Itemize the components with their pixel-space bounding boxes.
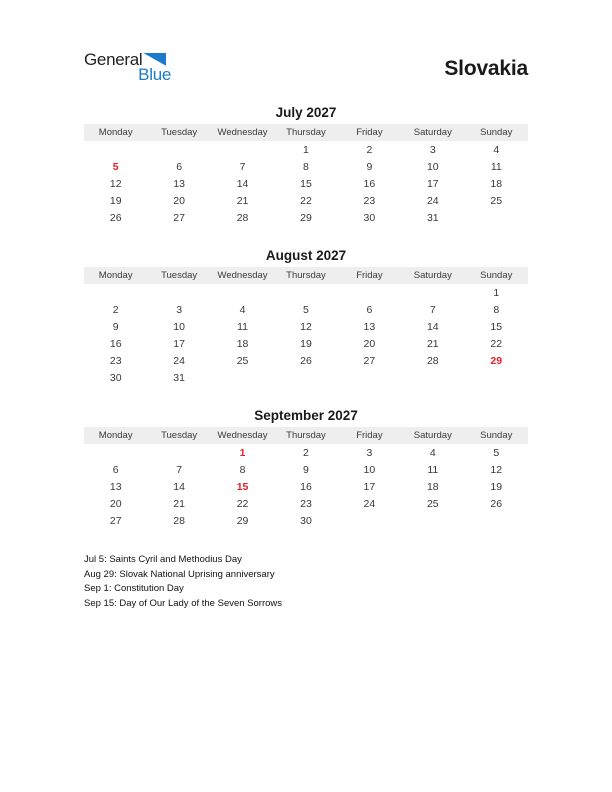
logo-text-blue: Blue [138, 65, 171, 84]
date-cell: 24 [363, 497, 376, 510]
month-title: August 2027 [265, 248, 347, 263]
date-cell: 8 [493, 303, 500, 316]
date-cell: 14 [236, 177, 249, 190]
month-title: July 2027 [275, 105, 337, 120]
date-cell: 29 [300, 211, 312, 224]
weekday-header-row [84, 267, 528, 284]
weekday-header-cell: Friday [338, 427, 401, 444]
week-row [84, 175, 528, 192]
date-cell: 3 [176, 303, 183, 316]
month-calendar-table [84, 267, 528, 386]
date-cell: 25 [490, 194, 503, 207]
empty-date-cell [147, 444, 210, 461]
general-blue-logo [84, 50, 180, 83]
weekday-header-cell: Sunday [465, 427, 528, 444]
date-cell: 19 [109, 194, 122, 207]
date-cell: 28 [173, 514, 185, 527]
date-cell: 9 [366, 160, 373, 173]
date-cell: 19 [300, 337, 312, 350]
date-cell: 4 [239, 303, 246, 316]
date-cell: 1 [303, 143, 309, 156]
empty-date-cell [147, 284, 210, 301]
weekday-header-cell: Saturday [401, 267, 464, 284]
empty-date-cell [401, 369, 464, 386]
date-cell: 11 [427, 463, 439, 476]
weekday-header-cell: Friday [338, 124, 401, 141]
month-block-0 [84, 105, 528, 226]
date-cell: 13 [173, 177, 185, 190]
empty-date-cell [465, 512, 528, 529]
date-cell: 18 [426, 480, 439, 493]
date-cell: 31 [426, 211, 439, 224]
date-cell: 26 [109, 211, 122, 224]
date-cell: 24 [426, 194, 439, 207]
empty-date-cell [338, 512, 401, 529]
week-row [84, 209, 528, 226]
date-cell: 20 [173, 194, 185, 207]
date-cell: 21 [173, 497, 185, 510]
weekday-header-cell: Thursday [274, 124, 337, 141]
date-cell: 6 [112, 463, 119, 476]
date-cell: 19 [490, 480, 503, 493]
date-cell: 4 [429, 446, 436, 459]
date-cell: 21 [236, 194, 249, 207]
holiday-note-line: Sep 1: Constitution Day [84, 583, 184, 594]
weekday-header-cell: Tuesday [147, 427, 210, 444]
date-cell: 8 [303, 160, 309, 173]
date-cell: 1 [493, 286, 500, 299]
date-cell: 7 [429, 303, 436, 316]
date-cell: 13 [109, 480, 122, 493]
weekday-header-cell: Monday [84, 267, 147, 284]
weekday-header-cell: Wednesday [211, 427, 274, 444]
holiday-note-line: Aug 29: Slovak National Uprising anniversary [84, 568, 275, 580]
month-block-2 [84, 408, 528, 529]
empty-date-cell [211, 284, 274, 301]
date-cell: 12 [490, 463, 503, 476]
weekday-header-cell: Monday [84, 124, 147, 141]
weekday-header-cell: Saturday [401, 124, 464, 141]
weekday-header-cell: Friday [338, 267, 401, 284]
empty-date-cell [401, 512, 464, 529]
week-row [84, 369, 528, 386]
empty-date-cell [84, 284, 147, 301]
date-cell: 28 [426, 354, 439, 367]
date-cell: 2 [112, 303, 119, 316]
holiday-notes [84, 553, 528, 611]
date-cell: 27 [109, 514, 122, 527]
date-cell: 3 [429, 143, 436, 156]
date-cell: 17 [426, 177, 439, 190]
date-cell: 27 [173, 211, 185, 224]
date-cell: 17 [173, 337, 185, 350]
date-cell: 21 [426, 337, 439, 350]
date-cell: 18 [236, 337, 249, 350]
week-row [84, 495, 528, 512]
date-cell: 12 [300, 320, 312, 333]
page-header [84, 50, 528, 94]
date-cell: 5 [493, 446, 500, 459]
date-cell: 22 [490, 337, 503, 350]
date-cell: 16 [109, 337, 122, 350]
date-cell: 7 [239, 160, 246, 173]
date-cell: 6 [366, 303, 373, 316]
empty-date-cell [401, 284, 464, 301]
date-cell: 23 [363, 194, 376, 207]
empty-date-cell [465, 369, 528, 386]
week-row [84, 444, 528, 461]
date-cell: 24 [173, 354, 185, 367]
week-row [84, 335, 528, 352]
date-cell: 8 [239, 463, 246, 476]
week-row [84, 478, 528, 495]
weekday-header-cell: Thursday [274, 427, 337, 444]
empty-date-cell [274, 369, 337, 386]
empty-date-cell [211, 369, 274, 386]
date-cell: 18 [490, 177, 503, 190]
date-cell: 16 [363, 177, 376, 190]
empty-date-cell [274, 284, 337, 301]
week-row [84, 141, 528, 158]
weekday-header-cell: Sunday [465, 124, 528, 141]
week-row [84, 461, 528, 478]
weekday-header-cell: Monday [84, 427, 147, 444]
date-cell: 30 [363, 211, 376, 224]
date-cell: 10 [363, 463, 376, 476]
week-row [84, 192, 528, 209]
date-cell: 4 [493, 143, 500, 156]
weekday-header-cell: Tuesday [147, 267, 210, 284]
date-cell: 2 [303, 446, 309, 459]
month-block-1 [84, 248, 528, 386]
date-cell: 9 [303, 463, 309, 476]
week-row [84, 301, 528, 318]
date-cell: 10 [173, 320, 185, 333]
date-cell: 26 [300, 354, 312, 367]
date-cell: 12 [109, 177, 122, 190]
date-cell: 22 [300, 194, 312, 207]
date-cell: 1 [239, 446, 246, 459]
date-cell: 14 [173, 480, 185, 493]
empty-date-cell [338, 284, 401, 301]
logo-text-general: General [84, 50, 143, 69]
date-cell: 26 [490, 497, 503, 510]
empty-date-cell [465, 209, 528, 226]
date-cell: 11 [490, 160, 502, 173]
date-cell: 25 [426, 497, 439, 510]
weekday-header-cell: Wednesday [211, 267, 274, 284]
week-row [84, 284, 528, 301]
date-cell: 30 [300, 514, 312, 527]
month-title: September 2027 [254, 408, 358, 423]
date-cell: 2 [366, 143, 373, 156]
date-cell: 15 [236, 480, 249, 493]
weekday-header-cell: Sunday [465, 267, 528, 284]
date-cell: 28 [236, 211, 249, 224]
date-cell: 22 [236, 497, 249, 510]
date-cell: 7 [176, 463, 183, 476]
date-cell: 29 [490, 354, 503, 367]
empty-date-cell [211, 141, 274, 158]
date-cell: 20 [109, 497, 122, 510]
weekday-header-row [84, 124, 528, 141]
date-cell: 27 [363, 354, 376, 367]
week-row [84, 158, 528, 175]
date-cell: 25 [236, 354, 249, 367]
date-cell: 30 [109, 371, 122, 384]
weekday-header-row [84, 427, 528, 444]
date-cell: 16 [300, 480, 312, 493]
holiday-note-line: Jul 5: Saints Cyril and Methodius Day [84, 554, 242, 565]
date-cell: 15 [300, 177, 312, 190]
weekday-header-cell: Thursday [274, 267, 337, 284]
date-cell: 6 [176, 160, 183, 173]
date-cell: 9 [112, 320, 119, 333]
week-row [84, 318, 528, 335]
weekday-header-cell: Wednesday [211, 124, 274, 141]
date-cell: 29 [236, 514, 249, 527]
date-cell: 23 [300, 497, 312, 510]
date-cell: 5 [303, 303, 309, 316]
empty-date-cell [147, 141, 210, 158]
date-cell: 5 [112, 160, 119, 173]
date-cell: 10 [426, 160, 439, 173]
months-container [84, 105, 528, 529]
date-cell: 23 [109, 354, 122, 367]
week-row [84, 352, 528, 369]
empty-date-cell [338, 369, 401, 386]
date-cell: 17 [363, 480, 376, 493]
holiday-note-line: Sep 15: Day of Our Lady of the Seven Sorrows [84, 597, 283, 609]
month-calendar-table [84, 124, 528, 226]
date-cell: 3 [366, 446, 373, 459]
date-cell: 20 [363, 337, 376, 350]
date-cell: 15 [490, 320, 503, 333]
date-cell: 14 [426, 320, 439, 333]
month-calendar-table [84, 427, 528, 529]
weekday-header-cell: Saturday [401, 427, 464, 444]
date-cell: 13 [363, 320, 376, 333]
date-cell: 11 [237, 320, 248, 333]
weekday-header-cell: Tuesday [147, 124, 210, 141]
date-cell: 31 [173, 371, 185, 384]
empty-date-cell [84, 141, 147, 158]
week-row [84, 512, 528, 529]
empty-date-cell [84, 444, 147, 461]
page-title: Slovakia [444, 57, 528, 80]
